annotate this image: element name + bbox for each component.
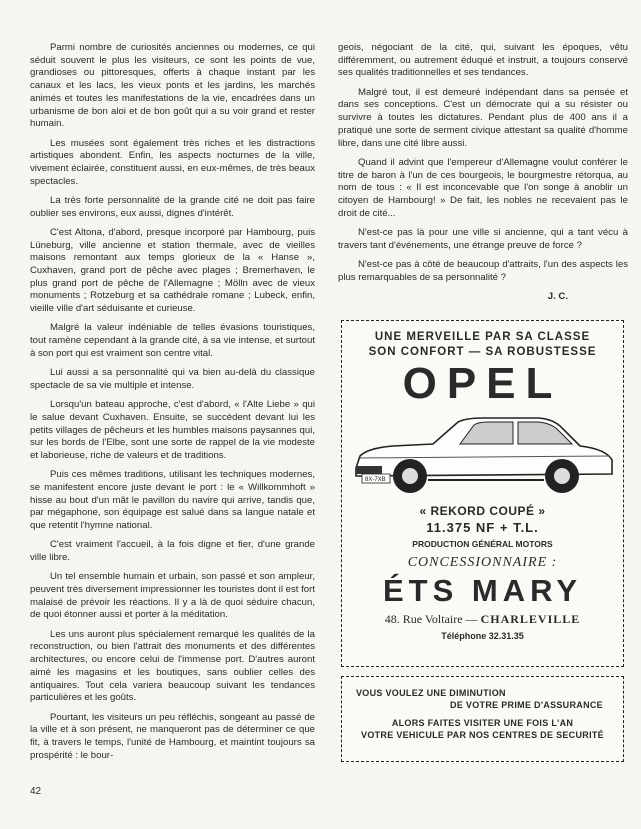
article-paragraph: Un tel ensemble humain et urbain, son passé et son ampleur, peuvent très diversement impressionner les touristes dont il est fort malaisé de prévoir les réactions. Il y a là de quoi séduire chacun, de quoi étonner aussi et porter à la méditation.	[30, 571, 315, 621]
page-number: 42	[30, 786, 42, 797]
article-paragraph: N'est-ce pas à côté de beaucoup d'attraits, l'un des aspects les plus remarquables de sa personnalité ?	[338, 258, 628, 283]
article-left-column	[30, 42, 315, 769]
opel-advertisement	[341, 320, 624, 667]
article-paragraph: Les uns auront plus spécialement remarqué les qualités de la reconstruction, ou bien l'attrait des monuments et des différentes architectures, ou encore celui de l'immense port. D'autres auront aimé les magasins et les boutiques, sans oublier celles des antiquaires. Tout cela variera beaucoup suivant les tendances particulières et les goûts.	[30, 628, 315, 704]
dealer-name: ÉTS MARY	[382, 573, 583, 608]
dealer-telephone: Téléphone 32.31.35	[441, 631, 524, 641]
car-model: « REKORD COUPÉ »	[419, 504, 546, 518]
insurance-line-4: VOTRE VEHICULE PAR NOS CENTRES DE SECURITÉ	[361, 730, 604, 740]
article-right-column	[338, 42, 628, 304]
article-paragraph: C'est Altona, d'abord, presque incorporé par Hambourg, puis Lüneburg, ville ancienne et station thermale, avec de vieilles maisons remontant aux temps glorieux de la « Hanse », Cuxhaven, grand port de pêche avec plages ; Bremerhaven, le plus grand port de pêche de l'Allemagne ; Mölln avec de vieux monuments ; Rotzeburg et sa cathédrale romane ; Lubeck, enfin, vieille ville d'art séduisante et curieuse.	[30, 226, 315, 315]
article-paragraph: Pourtant, les visiteurs un peu réfléchis, songeant au passé de la ville et à son présent, ne manqueront pas de déterminer ce que fit, à travers le temps, l'unité de Hambourg, et maintint toujours sa prospérité : le bour-	[30, 711, 315, 761]
insurance-line-2: DE VOTRE PRIME D'ASSURANCE	[450, 700, 603, 710]
article-paragraph: Malgré tout, il est demeuré indépendant dans sa pensée et dans ses conceptions. C'est un démocrate qui a su résister ou survivre à toutes les dictatures. Pendant plus de 400 ans il a pratiqué une sorte de serment civique attestant sa qualité d'homme libre, dans une cité libre aussi.	[338, 86, 628, 149]
article-paragraph: Les musées sont également très riches et les distractions artistiques abondent. Enfin, les aspects nocturnes de la ville, vivement éclairée, constituent aussi, en eux-mêmes, de très beaux spectacles.	[30, 137, 315, 187]
insurance-line-1: VOUS VOULEZ UNE DIMINUTION	[356, 688, 506, 698]
article-paragraph: N'est-ce pas là pour une ville si ancienne, qui a tant vécu à travers tant d'événements, une étrange preuve de force ?	[338, 226, 628, 251]
article-paragraph: Malgré la valeur indéniable de telles évasions touristiques, tout ramène cependant à la grande cité, à sa vie intense, et surtout à son port qui est vraiment son centre vital.	[30, 322, 315, 359]
svg-text:8X-7XB: 8X-7XB	[364, 477, 386, 483]
insurance-line-3: ALORS FAITES VISITER UNE FOIS L'AN	[391, 718, 574, 728]
insurance-advertisement	[341, 676, 624, 762]
article-continuation: geois, négociant de la cité, qui, suivant les époques, vêtu différemment, ou autrement éduqué et instruit, a toujours conservé ses qualités traditionnelles et ses tendances.	[338, 42, 628, 79]
author-signature: J. C.	[547, 290, 568, 302]
article-paragraph: Lorsqu'un bateau approche, c'est d'abord, « l'Alte Liebe » qui le salue devant Cuxhaven. Ensuite, se succèdent devant lui les petits villages de pêcheurs et les humbles maisons paysannes qui, sur les bords de l'Elbe, sont une sorte de rappel de la vie modeste et laborieuse, riche de valeurs et de traditions.	[30, 399, 315, 461]
address-city: CHARLEVILLE	[480, 612, 581, 626]
article-paragraph: Puis ces mêmes traditions, utilisant les techniques modernes, se manifestent encore juste devant le port : le « Willkommhoft » hisse au bout d'un mât le pavillon du navire qui arrive, tandis que, par mégaphone, son équipage est salué dans sa langue natale et que retentit l'hymne national.	[30, 469, 315, 532]
opel-brand-logo: OPEL	[402, 359, 563, 408]
production-line: PRODUCTION GÉNÉRAL MOTORS	[412, 539, 553, 549]
address-separator: —	[465, 612, 478, 626]
article-paragraph: Lui aussi a sa personnalité qui va bien au-delà du classique spectacle de sa vie multiple et intense.	[30, 367, 315, 391]
ad-tagline-2: SON CONFORT — SA ROBUSTESSE	[368, 346, 597, 358]
car-price: 11.375 NF + T.L.	[426, 520, 539, 535]
car-illustration	[348, 408, 618, 500]
concessionnaire-label: CONCESSIONNAIRE :	[407, 555, 558, 570]
dealer-address	[342, 612, 623, 627]
article-paragraph: C'est vraiment l'accueil, à la fois digne et fier, d'une grande ville libre.	[30, 539, 315, 564]
article-paragraph: Quand il advint que l'empereur d'Allemagne voulut conférer le titre de baron à l'un de ces bourgeois, le bourgmestre rétorqua, au nom de tous : « Il est inconcevable que l'on songe à anoblir un citoyen de Hambourg! » De fait, les nobles ne recevaient pas le droit de cité...	[338, 156, 628, 219]
article-paragraph: Parmi nombre de curiosités anciennes ou modernes, ce qui séduit souvent le plus les visiteurs, ce sont les points de vue, grandioses ou pittoresques, offerts à chaque instant par les canaux et les lacs, les vieux ponts et les jardins, les marchés animés et toutes les manifestations de la vie, encadrées dans un urbanisme de bon aloi et de bon goût qui a su voir grand et rester humain.	[30, 42, 315, 130]
article-paragraph: La très forte personnalité de la grande cité ne doit pas faire oublier ses environs, eux aussi, dignes d'intérêt.	[30, 194, 315, 219]
address-street: 48. Rue Voltaire	[384, 612, 463, 626]
ad-tagline-1: UNE MERVEILLE PAR SA CLASSE	[374, 331, 591, 343]
